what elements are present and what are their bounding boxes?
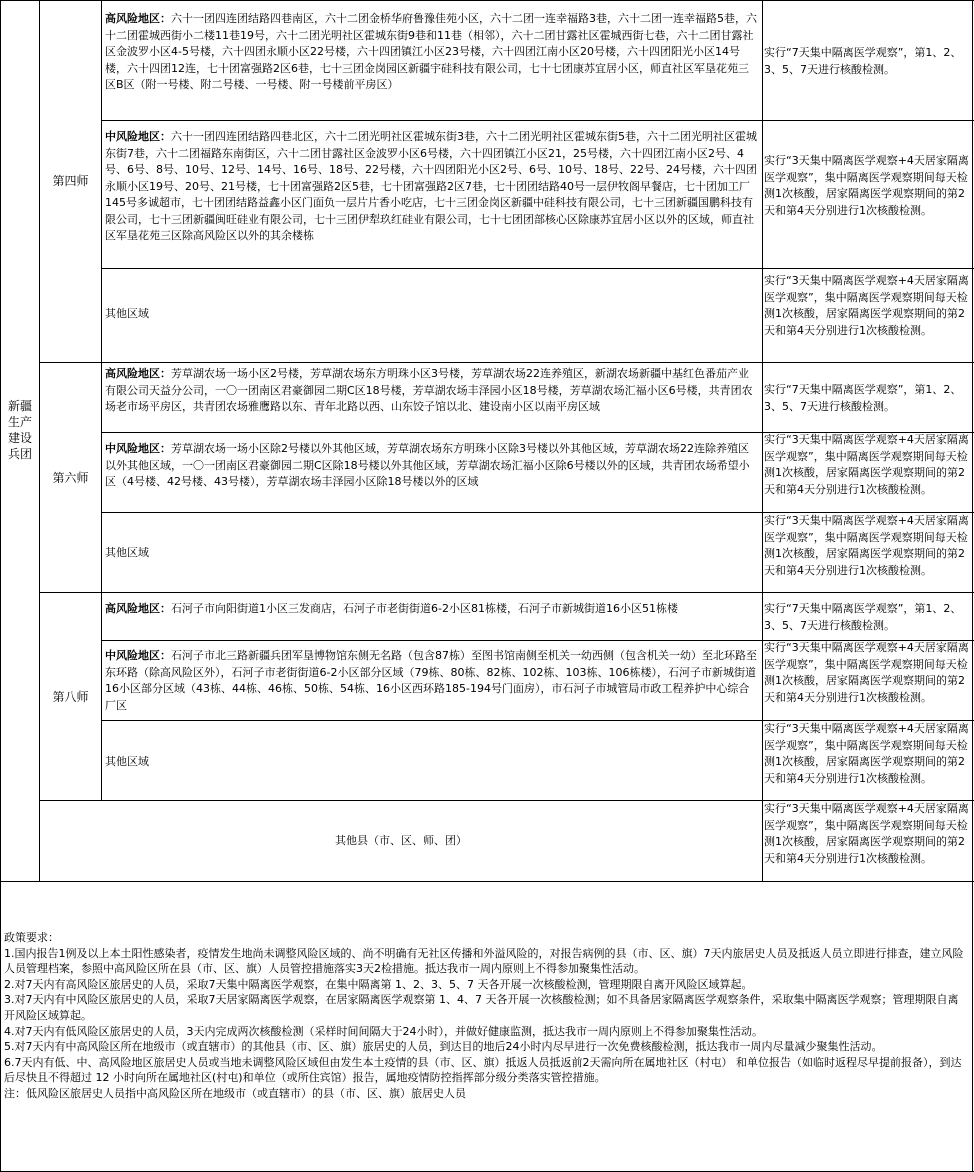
division-label: 第四师 bbox=[52, 174, 89, 188]
row-divider bbox=[101, 120, 974, 121]
high-risk-area-cell bbox=[105, 601, 759, 618]
risk-level-label: 中风险地区： bbox=[105, 649, 171, 662]
area-list: 其他区域 bbox=[105, 546, 149, 559]
table-border-right bbox=[972, 0, 973, 1172]
measure-cell: 实行“7天集中隔离医学观察”，第1、2、3、5、7天进行核酸检测。 bbox=[764, 46, 962, 76]
area-list: 其他区域 bbox=[105, 755, 149, 768]
area-list: 芳草湖农场一场小区除2号楼以外其他区域，芳草湖农场东方明珠小区除3号楼以外其他区域，芳草湖农场22连除养殖区以外其他区域，一〇一团南区君豪御园二期C区除18号楼以外其他区域，芳草湖农场汇福小区除6号楼以外的区域，共青团农场希望小区（4号楼、42号楼、43号楼），芳草湖农场丰泽园小区除18号楼以外的区域 bbox=[105, 442, 750, 488]
risk-level-label: 中风险地区： bbox=[105, 442, 171, 455]
division-divider bbox=[39, 362, 974, 363]
policy-item: 2.对7天内有高风险区旅居史的人员，采取7天集中隔离医学观察，在集中隔离第 1、2、3、5、7 天各开展一次核酸检测，管理期限自离开风险区域算起。 bbox=[4, 977, 753, 991]
policy-item: 6.7天内有低、中、高风险地区旅居史人员或当地未调整风险区域但由发生本土疫情的县（市、区、旗）抵返人员抵返前2天需向所在属地社区（村屯） 和单位报告（如临时返程尽早提前报备），到达后尽快且不得超过 12 小时向所在属地社区(村屯)和单位（或所住宾馆）报告，属地疫情防控指挥部分级分类落实管控措施。 bbox=[4, 1055, 962, 1085]
measure-cell: 实行“3天集中隔离医学观察+4天居家隔离医学观察”，集中隔离医学观察期间每天检测1次核酸，居家隔离医学观察期间的第2天和第4天分别进行1次核酸检测。 bbox=[764, 274, 969, 337]
high-risk-area-cell bbox=[105, 11, 759, 94]
measure-cell: 实行“3天集中隔离医学观察+4天居家隔离医学观察”，集中隔离医学观察期间每天检测1次核酸，居家隔离医学观察期间的第2天和第4天分别进行1次核酸检测。 bbox=[764, 641, 969, 704]
measure-cell: 实行“3天集中隔离医学观察+4天居家隔离医学观察”，集中隔离医学观察期间每天检测1次核酸，居家隔离医学观察期间的第2天和第4天分别进行1次核酸检测。 bbox=[764, 433, 969, 496]
policy-item: 4.对7天内有低风险区旅居史的人员，3天内完成两次核酸检测（采样时间间隔大于24小时），并做好健康监测，抵达我市一周内原则上不得参加聚集性活动。 bbox=[4, 1024, 763, 1038]
area-list: 六十一团四连团结路四巷北区，六十二团光明社区霍城东街3巷，六十二团光明社区霍城东街5巷，六十二团光明社区霍城东街7巷，六十二团福路东南街区，六十二团甘露社区金波罗小区6号楼，六十四团镇江小区21，25号楼，六十四团江南小区2号、4号、6号、8号、10号、12号、14号、16号、18号、22号楼，六十四团阳光小区2号、6号、10号、18号、22号、24号楼，六十四团永顺小区19号、20号、21号楼，七十团富强路2区5巷，七十团富强路2区7巷，七十团团结路40号一层伊牧阁早餐店，七十团加工厂145号多诚超市，七十团团结路益鑫小区门面负一层片片香小吃店，七十三团金岗区新疆中硅科技有限公司，七十三团新疆国鹏科技有限公司，七十三团新疆闽旺硅业有限公司，七十三团伊犁玖红硅业有限公司，七十七团团部核心区除康苏宜居小区以外的区域，师直社区军垦花苑三区除高风险区以外的其余楼栋 bbox=[105, 130, 757, 242]
area-list: 其他区域 bbox=[105, 307, 149, 320]
measure-cell: 实行“3天集中隔离医学观察+4天居家隔离医学观察”，集中隔离医学观察期间每天检测1次核酸，居家隔离医学观察期间的第2天和第4天分别进行1次核酸检测。 bbox=[764, 802, 969, 865]
policy-item: 3.对7天内有中风险区旅居史的人员，采取7天居家隔离医学观察，在居家隔离医学观察第 1、4、7 天各开展一次核酸检测；如不具备居家隔离医学观察条件，采取集中隔离医学观察；管理期限自离开风险区域算起。 bbox=[4, 993, 959, 1022]
high-risk-area-cell bbox=[105, 366, 759, 416]
other-area-cell bbox=[105, 754, 759, 771]
medium-risk-area-cell bbox=[105, 129, 759, 245]
area-list: 石河子市北三路新疆兵团军垦博物馆东侧无名路（包含87栋）至图书馆南侧至机关一幼西侧（包含机关一幼）至北环路至东环路（除高风险区外），石河子市老街街道6-2小区部分区域（79栋、80栋、82栋、102栋、103栋、106栋楼），石河子市新城街道16小区部分区域（43栋、44栋、46栋、50栋、54栋、16小区西环路185-194号门面房），市石河子市城管局市政工程养护中心综合厂区 bbox=[105, 649, 757, 712]
risk-level-label: 高风险地区： bbox=[105, 367, 171, 380]
table-border-left bbox=[0, 0, 1, 1172]
medium-risk-area-cell bbox=[105, 441, 759, 491]
area-list: 石河子市向阳街道1小区三发商店，石河子市老街街道6-2小区81栋楼，石河子市新城街道16小区51栋楼 bbox=[171, 602, 678, 615]
area-list: 芳草湖农场一场小区2号楼，芳草湖农场东方明珠小区3号楼，芳草湖农场22连养殖区，新湖农场新疆中基红色番茄产业有限公司天益分公司，一〇一团南区君豪御园二期C区18号楼，芳草湖农场丰泽园小区18号楼，芳草湖农场汇福小区6号楼，共青团农场老市场平房区，共青团农场雅鹰路以东、青年北路以西、山东饺子馆以北、建设南小区以南平房区域 bbox=[105, 367, 753, 413]
measure-cell: 实行“7天集中隔离医学观察”，第1、2、3、5、7天进行核酸检测。 bbox=[764, 602, 962, 632]
risk-level-label: 中风险地区： bbox=[105, 130, 171, 143]
measure-cell: 实行“3天集中隔离医学观察+4天居家隔离医学观察”，集中隔离医学观察期间每天检测1次核酸，居家隔离医学观察期间的第2天和第4天分别进行1次核酸检测。 bbox=[764, 154, 969, 217]
measure-cell: 实行“3天集中隔离医学观察+4天居家隔离医学观察”，集中隔离医学观察期间每天检测1次核酸，居家隔离医学观察期间的第2天和第4天分别进行1次核酸检测。 bbox=[764, 514, 969, 577]
area-list: 六十一团四连团结路四巷南区，六十二团金桥华府鲁豫佳苑小区，六十二团一连幸福路3巷，六十二团一连幸福路5巷，六十二团霍城西街小二楼11巷19号，六十二团光明社区霍城东街9巷和11巷（相邻），六十二团甘露社区霍城西街七巷，六十二团甘露社区金波罗小区4-5号楼，六十四团永顺小区22号楼，六十四团镇江小区23号楼，六十四团江南小区20号楼，六十四团阳光小区14号楼，六十四团12连，七十团富强路2区6巷，七十三团金岗园区新疆宇硅科技有限公司，七十七团康苏宜居小区，师直社区军垦花苑三区B区（附一号楼、附二号楼、一号楼、附一号楼前平房区） bbox=[105, 12, 757, 91]
column-divider bbox=[101, 0, 102, 800]
other-area-cell bbox=[105, 545, 759, 562]
other-counties-label: 其他县（市、区、师、团） bbox=[335, 834, 467, 847]
row-divider bbox=[101, 268, 974, 269]
division-label: 第八师 bbox=[52, 689, 89, 704]
region-label bbox=[4, 300, 36, 560]
table-border-bottom bbox=[0, 881, 974, 882]
measure-cell: 实行“3天集中隔离医学观察+4天居家隔离医学观察”，集中隔离医学观察期间每天检测1次核酸，居家隔离医学观察期间的第2天和第4天分别进行1次核酸检测。 bbox=[764, 722, 969, 785]
other-area-cell bbox=[105, 306, 759, 323]
measure-cell: 实行“7天集中隔离医学观察”，第1、2、3、5、7天进行核酸检测。 bbox=[764, 383, 962, 413]
table-border-top bbox=[0, 0, 974, 1]
policy-requirements bbox=[4, 930, 966, 1102]
division-divider bbox=[39, 592, 974, 593]
division-label: 第六师 bbox=[52, 470, 89, 485]
column-divider bbox=[762, 0, 763, 882]
policy-item: 5.对7天内有中高风险区所在地级市（或直辖市）的其他县（市、区、旗）旅居史的人员，到达目的地后24小时内尽早进行一次免费核酸检测，抵达我市一周内尽量减少聚集性活动。 bbox=[4, 1040, 883, 1054]
risk-level-label: 高风险地区： bbox=[105, 602, 171, 615]
region-name: 新疆生产建设兵团 bbox=[7, 399, 32, 461]
policy-item: 1.国内报告1例及以上本土阳性感染者，疫情发生地尚未调整风险区域的、尚不明确有无社区传播和外溢风险的，对报告病例的县（市、区、旗）7天内旅居史人员及抵返人员立即进行排查，建立风险人员管理档案，参照中高风险区所在县（市、区、旗）人员管控措施落实3天2检措施。抵达我市一周内原则上不得参加聚集性活动。 bbox=[4, 946, 964, 976]
policy-note: 注：低风险区旅居史人员指中高风险区所在地级市（或直辖市）的县（市、区、旗）旅居史人员 bbox=[4, 1086, 466, 1100]
policy-heading: 政策要求： bbox=[4, 931, 59, 944]
risk-level-label: 高风险地区： bbox=[105, 12, 171, 25]
medium-risk-area-cell bbox=[105, 648, 759, 714]
